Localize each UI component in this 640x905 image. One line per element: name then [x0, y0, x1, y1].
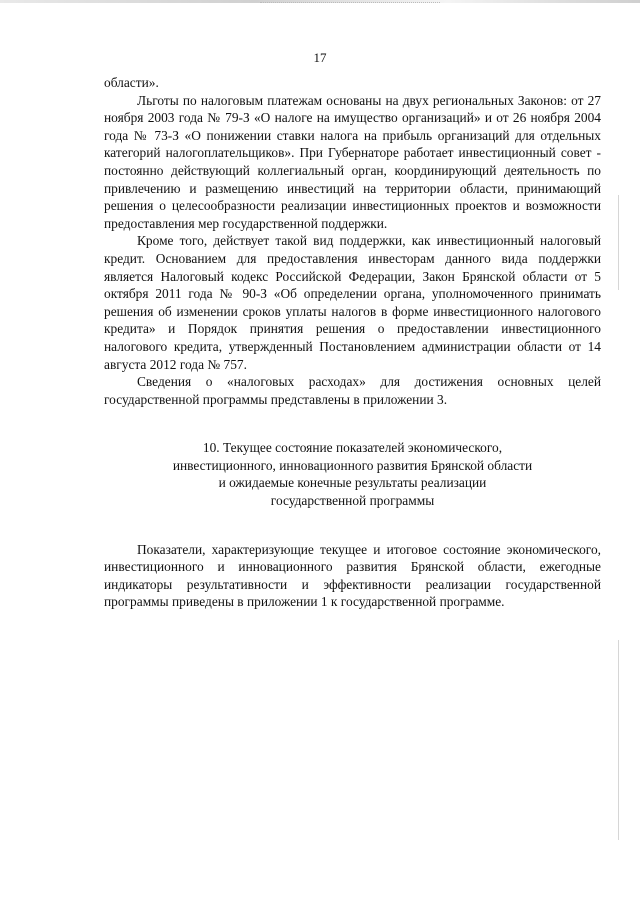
- scan-margin-line: [618, 640, 619, 840]
- section-heading: [104, 439, 601, 509]
- paragraph-continuation: области».: [104, 75, 159, 90]
- document-body: [104, 74, 601, 611]
- section-heading-line: 10. Текущее состояние показателей экономического,: [202, 440, 503, 456]
- paragraph-indicators: Показатели, характеризующие текущее и итоговое состояние экономического, инвестиционного и инновационного развития Брянской области, ежегодные индикаторы результативности и эффективности реализации государственной программы приведены в приложении 1 к государственной программе.: [104, 541, 601, 610]
- section-heading-line: инвестиционного, инновационного развития Брянской области: [172, 457, 533, 473]
- scan-margin-line: [618, 195, 619, 290]
- page-number: 17: [313, 50, 327, 65]
- scan-top-artifact: [260, 0, 440, 3]
- paragraph-tax-expenses: Сведения о «налоговых расходах» для достижения основных целей государственной программы представлены в приложении 3.: [104, 374, 601, 407]
- paragraph-investment-credit: Кроме того, действует такой вид поддержки, как инвестиционный налоговый кредит. Основанием для предоставления инвесторам данного вида поддержки является Налоговый кодекс Российской Федерации, Закон Брянской области от 5 октября 2011 года № 90-З «Об определении органа, уполномоченного принимать решения об изменении сроков уплаты налогов в форме инвестиционного налогового кредита» и Порядок принятия решения о предоставлении инвестиционного налогового кредита, утвержденный Постановлением администрации области от 14 августа 2012 года № 757.: [104, 233, 601, 372]
- section-heading-line: и ожидаемые конечные результаты реализации: [218, 475, 487, 491]
- paragraph-tax-benefits: Льготы по налоговым платежам основаны на двух региональных Законов: от 27 ноября 2003 года № 79-З «О налоге на имущество организаций» и от 26 ноября 2004 года № 73-З «О понижении ставки налога на прибыль организаций для отдельных категорий налогоплательщиков». При Губернаторе работает инвестиционный совет - постоянно действующий коллегиальный орган, координирующий деятельность по привлечению и размещению инвестиций на территории области, принимающий решения о целесообразности реализации инвестиционных проектов и возможности предоставления мер государственной поддержки.: [104, 92, 601, 231]
- section-heading-line: государственной программы: [270, 493, 435, 509]
